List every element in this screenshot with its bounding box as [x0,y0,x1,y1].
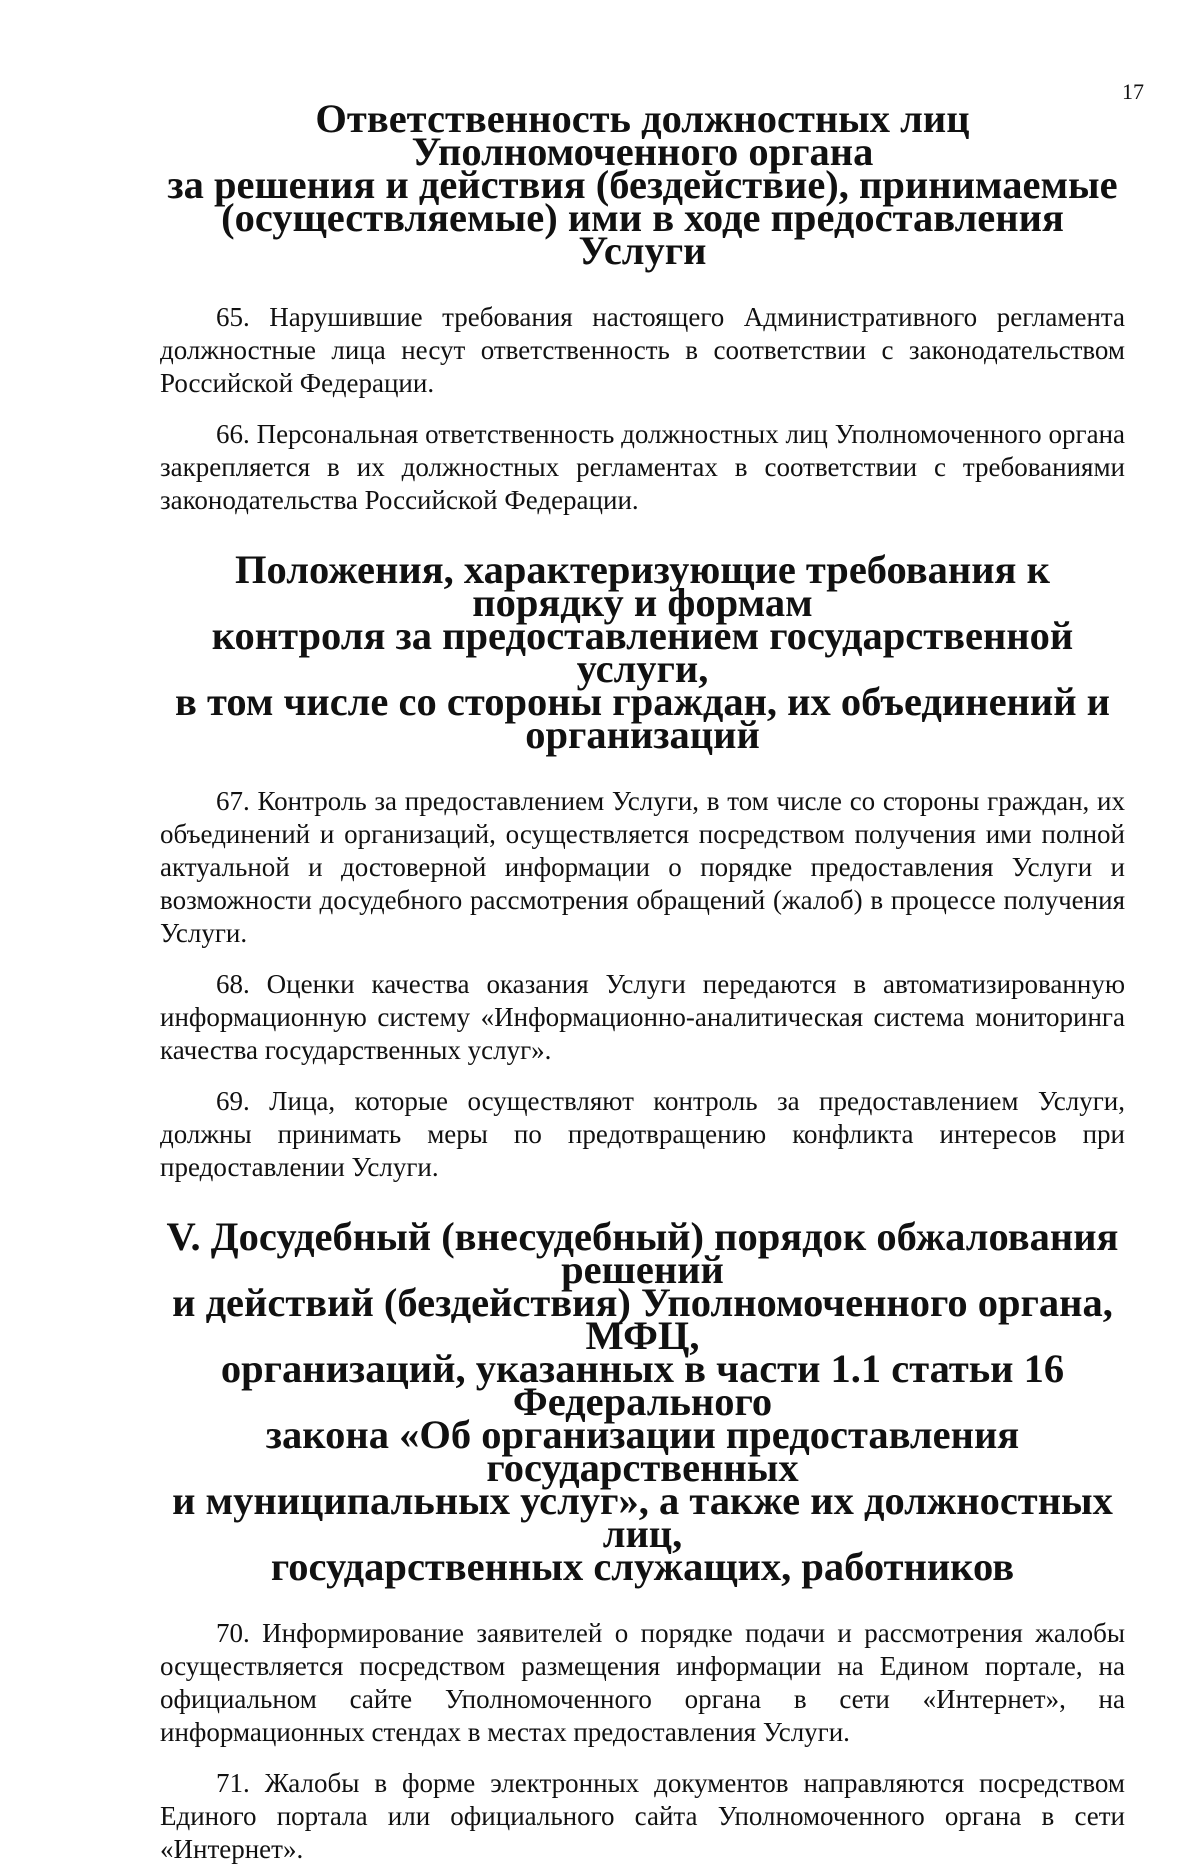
paragraph-71: 71. Жалобы в форме электронных документов направляются посредством Единого портала или официального сайта Уполномоченного органа в сети «Интернет». [160,1768,1125,1864]
paragraph-70: 70. Информирование заявителей о порядке подачи и рассмотрения жалобы осуществляется посредством размещения информации на Едином портале, на официальном сайте Уполномоченного органа в сети «Интернет», на информационных стендах в местах предоставления Услуги. [160,1618,1125,1747]
paragraph-65: 65. Нарушившие требования настоящего Административного регламента должностные лица несут ответственность в соответствии с законодательством Российской Федерации. [160,302,1125,398]
heading-line: (осуществляемые) ими в ходе предоставления Услуги [221,195,1064,273]
heading-line: за решения и действия (бездействие), принимаемые [167,162,1118,207]
section-heading-control [160,547,1125,757]
heading-line: и действий (бездействия) Уполномоченного органа, МФЦ, [172,1280,1113,1358]
page-number: 17 [1122,79,1144,104]
heading-line: Ответственность должностных лиц Уполномоченного органа [315,96,970,174]
document-body [160,96,1125,1866]
section-heading-responsibility [160,96,1125,273]
heading-line: закона «Об организации предоставления государственных [265,1412,1020,1490]
heading-line: государственных служащих, работников [270,1544,1015,1589]
heading-line: V. Досудебный (внесудебный) порядок обжалования решений [166,1214,1119,1292]
paragraph-67: 67. Контроль за предоставлением Услуги, в том числе со стороны граждан, их объединений и организаций, осуществляется посредством получения ими полной актуальной и достоверной информации о порядке предоставления Услуги и возможности досудебного рассмотрения обращений (жалоб) в процессе получения Услуги. [160,786,1125,948]
heading-line: Положения, характеризующие требования к порядку и формам [235,547,1050,625]
section-heading-appeal [160,1214,1125,1589]
heading-line: и муниципальных услуг», а также их должностных лиц, [172,1478,1113,1556]
heading-line: контроля за предоставлением государственной услуги, [211,613,1074,691]
heading-line: в том числе со стороны граждан, их объединений и организаций [174,679,1111,757]
paragraph-68: 68. Оценки качества оказания Услуги передаются в автоматизированную информационную систему «Информационно-аналитическая система мониторинга качества государственных услуг». [160,969,1125,1065]
heading-line: организаций, указанных в части 1.1 статьи 16 Федерального [220,1346,1065,1424]
paragraph-69: 69. Лица, которые осуществляют контроль за предоставлением Услуги, должны принимать меры по предотвращению конфликта интересов при предоставлении Услуги. [160,1086,1125,1182]
paragraph-66: 66. Персональная ответственность должностных лиц Уполномоченного органа закрепляется в их должностных регламентах в соответствии с требованиями законодательства Российской Федерации. [160,419,1125,515]
